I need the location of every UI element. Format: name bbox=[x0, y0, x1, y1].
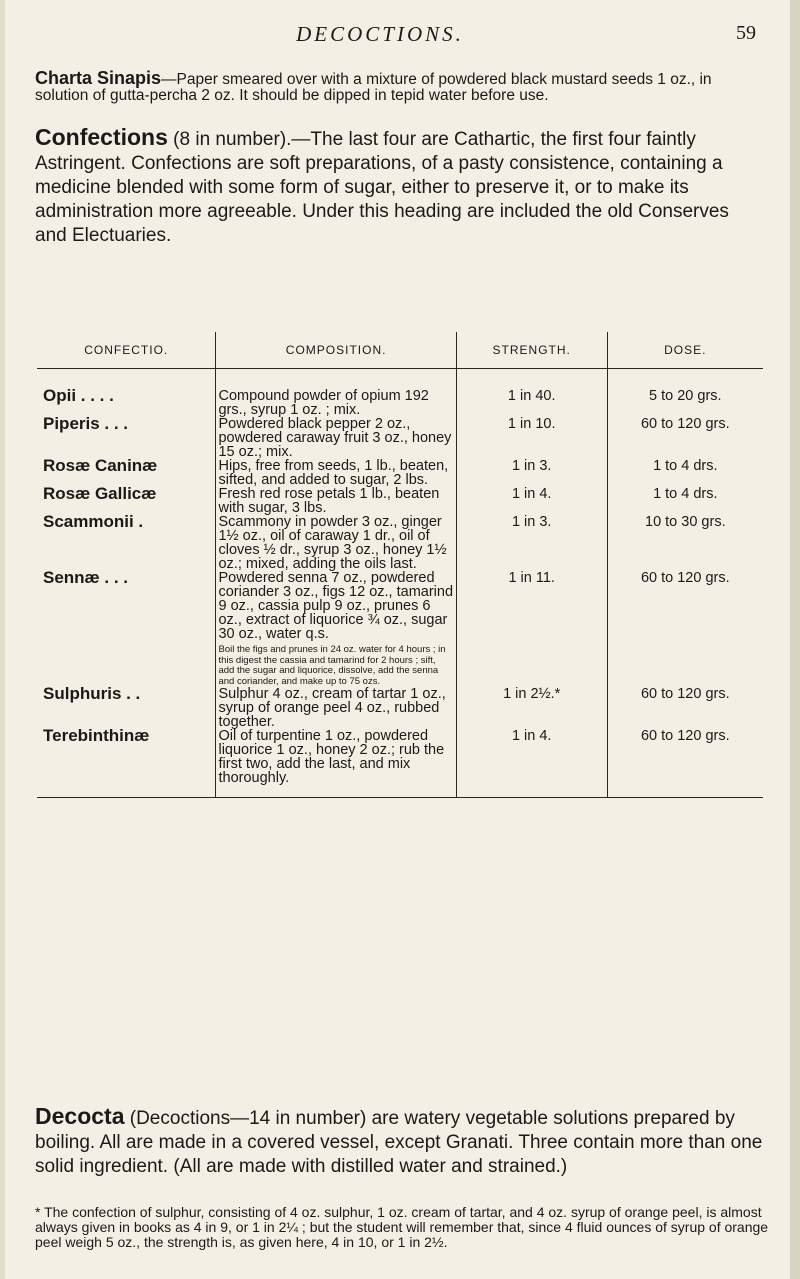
running-title: DECOCTIONS. bbox=[296, 22, 464, 46]
confection-name: Terebinthinæ bbox=[37, 729, 216, 798]
column-header-strength: STRENGTH. bbox=[456, 332, 607, 369]
confection-strength: 1 in 10. bbox=[456, 417, 607, 459]
confections-paragraph bbox=[35, 125, 765, 248]
table-row bbox=[37, 369, 763, 418]
confection-composition: Hips, free from seeds, 1 lb., beaten, sifted, and added to sugar, 2 lbs. bbox=[216, 459, 456, 487]
confection-composition: Sulphur 4 oz., cream of tartar 1 oz., syrup of orange peel 4 oz., rubbed together. bbox=[216, 687, 456, 729]
confection-strength: 1 in 40. bbox=[456, 369, 607, 418]
table-row bbox=[37, 459, 763, 487]
confection-strength: 1 in 11. bbox=[456, 571, 607, 687]
column-header-confectio: CONFECTIO. bbox=[37, 332, 216, 369]
table-row bbox=[37, 417, 763, 459]
charta-heading: Charta Sinapis bbox=[35, 68, 162, 88]
page-gutter-edge bbox=[0, 0, 5, 1279]
confection-dose: 60 to 120 grs. bbox=[607, 729, 763, 798]
table-row bbox=[37, 487, 763, 515]
charta-sinapis-paragraph bbox=[35, 70, 765, 104]
table-row bbox=[37, 729, 763, 798]
confection-composition: Oil of turpentine 1 oz., powdered liquorice 1 oz., honey 2 oz.; rub the first two, add the last, and mix thoroughly. bbox=[216, 729, 456, 798]
table-row bbox=[37, 515, 763, 571]
decocta-paragraph bbox=[35, 1104, 765, 1179]
confection-name: Rosæ Gallicæ bbox=[37, 487, 216, 515]
confection-dose: 60 to 120 grs. bbox=[640, 416, 730, 432]
confection-name: Opii . . . . bbox=[37, 369, 216, 418]
confection-name: Sennæ . . . bbox=[37, 571, 216, 687]
confections-table bbox=[37, 332, 763, 798]
confection-name: Sulphuris . . bbox=[37, 687, 216, 729]
table-row bbox=[37, 571, 763, 687]
column-header-dose: DOSE. bbox=[607, 332, 763, 369]
confection-dose: 60 to 120 grs. bbox=[640, 570, 730, 586]
confection-strength: 1 in 2½.* bbox=[456, 687, 607, 729]
decocta-text: (Decoctions—14 in number) are watery vegetable solutions prepared by boiling. All are made in a covered vessel, except Granati. Three contain more than one solid ingredient. (All are made with distilled water and strained.) bbox=[35, 1108, 763, 1177]
confection-dose: 10 to 30 grs. bbox=[645, 514, 726, 530]
charta-text: —Paper smeared over with a mixture of powdered black mustard seeds 1 oz., in solution of gutta-percha 2 oz. It should be dipped in tepid water before use. bbox=[35, 71, 712, 104]
column-header-composition: COMPOSITION. bbox=[216, 332, 456, 369]
confection-strength: 1 in 3. bbox=[456, 515, 607, 571]
confection-strength: 1 in 4. bbox=[456, 729, 607, 798]
confection-composition: Fresh red rose petals 1 lb., beaten with sugar, 3 lbs. bbox=[216, 487, 456, 515]
confection-strength: 1 in 4. bbox=[456, 487, 607, 515]
page-right-edge bbox=[790, 0, 800, 1279]
confection-name: Piperis . . . bbox=[37, 417, 216, 459]
confection-composition-cell bbox=[216, 571, 456, 687]
confection-strength: 1 in 3. bbox=[456, 459, 607, 487]
confections-text: (8 in number).—The last four are Cathartic, the first four faintly Astringent. Confections are soft preparations, of a pasty consistence, containing a medicine blended with some form of sugar, either to preserve it, or to make its administration more agreeable. Under this heading are included the old Conserves and Electuaries. bbox=[35, 129, 729, 246]
confection-dose: 1 to 4 drs. bbox=[653, 458, 718, 474]
table-row bbox=[37, 687, 763, 729]
confection-composition: Compound powder of opium 192 grs., syrup 1 oz. ; mix. bbox=[216, 369, 456, 418]
confection-dose: 1 to 4 drs. bbox=[653, 486, 718, 502]
confection-composition: Scammony in powder 3 oz., ginger 1½ oz., oil of caraway 1 dr., oil of cloves ½ dr., syrup 3 oz., honey 1½ oz.; mixed, adding the oils last. bbox=[216, 515, 456, 571]
preparation-note: Boil the figs and prunes in 24 oz. water for 4 hours ; in this digest the cassia and tamarind for 2 hours ; sift, add the sugar and liquorice, dissolve, add the senna and coriander, and make up to 75 ozs. bbox=[218, 644, 446, 687]
confections-heading: Confections bbox=[35, 124, 168, 150]
confection-dose: 60 to 120 grs. bbox=[640, 686, 730, 702]
confection-name: Scammonii . bbox=[37, 515, 216, 571]
footnote: * The confection of sulphur, consisting of 4 oz. sulphur, 1 oz. cream of tartar, and 4 oz. syrup of orange peel, is almost always given in books as 4 in 9, or 1 in 2¼ ; but the student will remember that, since 4 fluid ounces of syrup of orange peel weigh 5 oz., the strength is, as given here, 4 in 10, or 1 in 2½. bbox=[35, 1204, 769, 1250]
confection-name: Rosæ Caninæ bbox=[37, 459, 216, 487]
confection-composition: Powdered black pepper 2 oz., powdered caraway fruit 3 oz., honey 15 oz.; mix. bbox=[216, 417, 456, 459]
decocta-heading: Decocta bbox=[35, 1103, 125, 1129]
confection-dose: 5 to 20 grs. bbox=[649, 388, 722, 404]
confection-composition: Powdered senna 7 oz., powdered coriander 3 oz., figs 12 oz., tamarind 9 oz., cassia pulp 9 oz., prunes 6 oz., extract of liquorice ¾ oz., sugar 30 oz., water q.s. bbox=[218, 570, 454, 642]
table-header-row bbox=[37, 332, 763, 369]
page-number: 59 bbox=[736, 22, 756, 44]
